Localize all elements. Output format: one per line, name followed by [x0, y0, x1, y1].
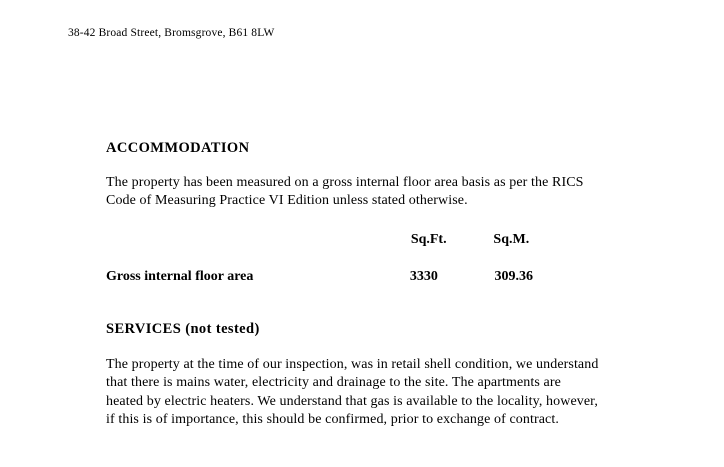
table-row	[106, 269, 576, 285]
accommodation-paragraph: The property has been measured on a gross internal floor area basis as per the RICS Code of Measuring Practice VI Edition unless stated otherwise.	[106, 175, 584, 209]
services-paragraph: The property at the time of our inspection, was in retail shell condition, we understand that there is mains water, electricity and drainage to the site. The apartments are heated by electric heaters. We understand that gas is available to the locality, however, if this is of importance, this should be confirmed, prior to exchange of contract.	[106, 357, 599, 428]
table-row-sqft-value: 3330	[409, 269, 438, 284]
table-row-label: Gross internal floor area	[106, 269, 254, 284]
table-header-sqm: Sq.M.	[493, 232, 530, 247]
header-address: 38-42 Broad Street, Bromsgrove, B61 8LW	[68, 27, 275, 39]
services-section	[106, 321, 626, 430]
table-header-sqft: Sq.Ft.	[410, 232, 447, 247]
table-row-sqm-value: 309.36	[494, 269, 533, 284]
table-header-row	[106, 232, 576, 248]
accommodation-table	[106, 232, 576, 285]
services-heading: SERVICES (not tested)	[106, 321, 260, 337]
accommodation-heading: ACCOMMODATION	[106, 140, 250, 156]
accommodation-section	[106, 140, 626, 211]
